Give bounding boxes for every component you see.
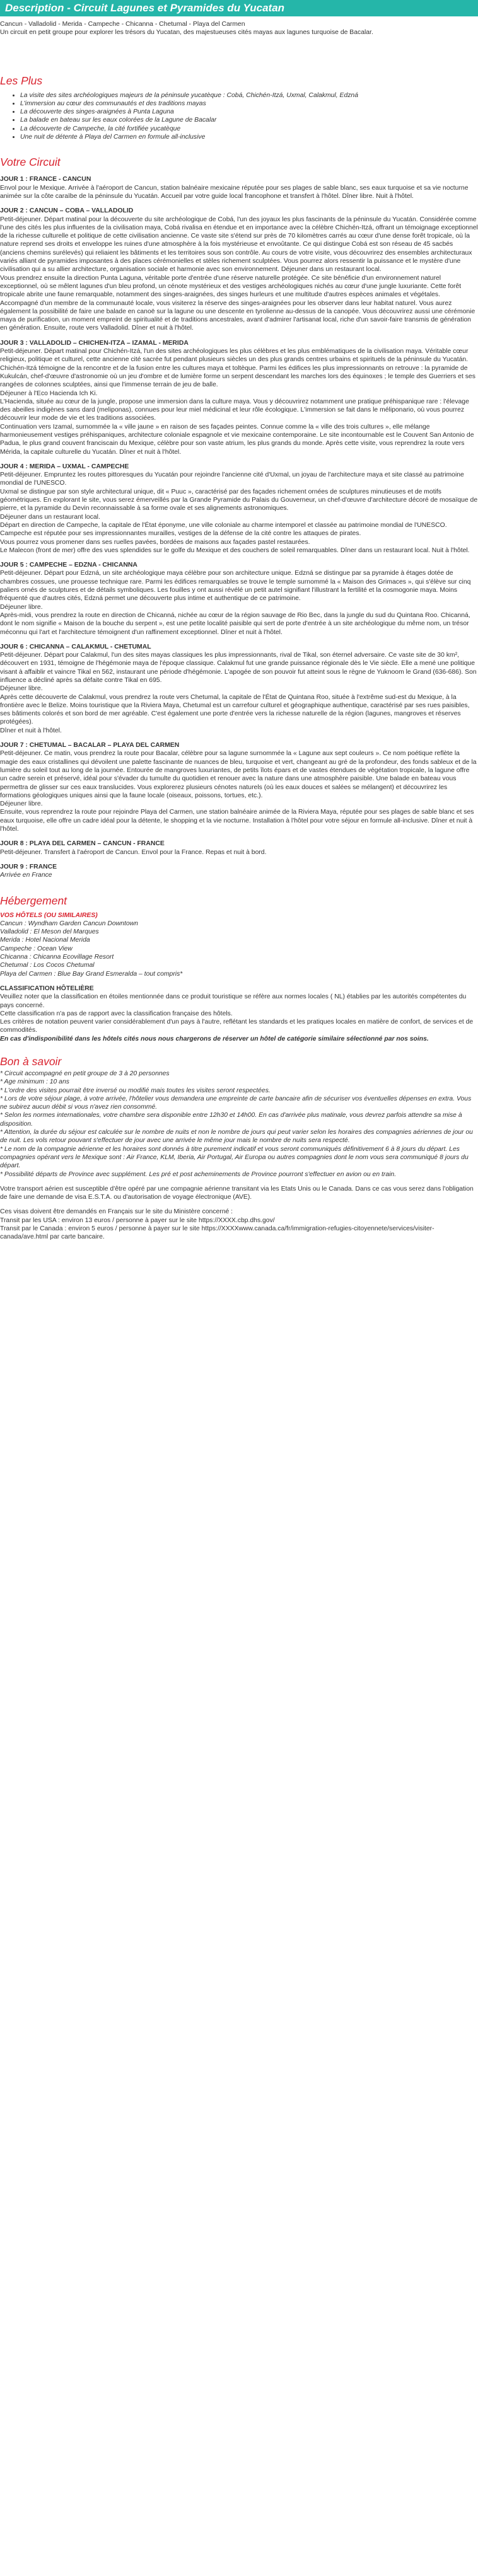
day-title: JOUR 4 : MERIDA – UXMAL - CAMPECHE <box>0 463 129 470</box>
plus-item: • La visite des sites archéologiques majeurs de la péninsule yucatèque : Cobá, Chichén-Itzá, Uxmal, Calakmul, Edzná <box>20 91 478 100</box>
plus-item: • La découverte de Campeche, la cité fortifiée yucatèque <box>20 125 478 133</box>
day-paragraph: L'Hacienda, située au cœur de la jungle, propose une immersion dans la culture maya. Vous y découvrirez notamment une pratique préhispanique rare : l'élevage des abeilles indigènes sans dard (meliponas), connues pour leur miel médicinal et leur rôle écologique. L'immersion se fait dans le méliponario, où vous pourrez découvrir leur mode de vie et les traditions associées. <box>0 398 469 422</box>
bon-a-savoir-item: * Age minimum : 10 ans <box>0 1078 69 1086</box>
visa-paragraph: Votre transport aérien est susceptible d'être opéré par une compagnie aérienne transitant via les Etats Unis ou le Canada. Dans ce cas vous serez dans l'obligation de faire une demande de visa E.S.T.A. ou d'autorisation de voyage électronique (AVE). <box>0 1185 474 1201</box>
hotel-item: Campeche : Ocean View <box>0 945 73 952</box>
bon-a-savoir-item: * Circuit accompagné en petit groupe de 3 à 20 personnes <box>0 1070 170 1077</box>
plus-item: • L'immersion au cœur des communautés et des traditions mayas <box>20 100 478 108</box>
hotels-title: VOS HÔTELS (OU SIMILAIRES) <box>0 911 98 919</box>
day-paragraph: Uxmal se distingue par son style architectural unique, dit « Puuc », caractérisé par des façades richement ornées de sculptures minutieuses et de motifs géométriques. En explorant le site, vous serez émerveillés par la Grande Pyramide du Palais du Gouverneur, un chef-d'œuvre d'architecture décoré de mosaïque de pierre, et la pyramide du Devin reconnaissable à sa forme ovale et ses alignements astronomiques. <box>0 488 478 512</box>
classification-paragraph: Les critères de notation peuvent varier considérablement d'un pays à l'autre, reflétant les standards et les pratiques locales en matière de confort, de services et de commodités. <box>0 1019 474 1034</box>
day-paragraph: Ensuite, vous reprendrez la route pour rejoindre Playa del Carmen, une station balnéaire animée de la Riviera Maya, réputée pour ses plages de sable blanc et ses eaux turquoise, elle offre un cadre idéal pour la détente, le shopping et la vie nocturne. Installation à l'hôtel pour votre séjour en formule all-inclusive. Dîner et nuit à l'hôtel. <box>0 809 474 833</box>
day-block <box>0 175 478 200</box>
hotel-item: Merida : Hotel Nacional Merida <box>0 937 90 944</box>
day-paragraph: Vous pourrez vous promener dans ses ruelles pavées, bordées de maisons aux façades pastel restaurées. <box>0 538 310 546</box>
day-title: JOUR 5 : CAMPECHE – EDZNA - CHICANNA <box>0 562 137 569</box>
day-title: JOUR 7 : CHETUMAL – BACALAR – PLAYA DEL CARMEN <box>0 742 180 749</box>
plus-item: • La balade en bateau sur les eaux colorées de la Lagune de Bacalar <box>20 116 478 124</box>
plus-list <box>0 91 478 142</box>
day-paragraph: Déjeuner libre. <box>0 603 43 611</box>
day-block <box>0 643 478 735</box>
day-title: JOUR 8 : PLAYA DEL CARMEN – CANCUN - FRANCE <box>0 840 165 848</box>
day-paragraph: Envol pour le Mexique. Arrivée à l'aéroport de Cancun, station balnéaire mexicaine réputée pour ses plages de sable blanc, ses eaux turquoise et sa vie nocturne animée sur la côte caraïbe de la péninsule du Yucatán. Accueil par votre guide local francophone et transfert à l'hôtel. Dîner libre. Nuit à l'hôtel. <box>0 184 469 200</box>
day-paragraph: Déjeuner libre. <box>0 800 43 808</box>
day-paragraph: Petit-déjeuner. Départ pour Calakmul, l'un des sites mayas classiques les plus impressionnants, rival de Tikal, son éternel adversaire. Ce vaste site de 30 km², découvert en 1931, témoigne de l'hégémonie maya de l'époque classique. Calakmul fut une grande puissance régionale dès le Vie siècle. Elle a mené une politique visant à affaiblir et vaincre Tikal en 562, instaurant une période d'hégémonie. L'apogée de son pouvoir fut atteint sous le règne de Yuknoom le Grand (636-686). Son influence a décliné après sa défaite contre Tikal en 695. <box>0 652 477 684</box>
day-paragraph: Petit-déjeuner. Empruntez les routes pittoresques du Yucatán pour rejoindre l'ancienne cité d'Uxmal, un joyau de l'architecture maya et site classé au patrimoine mondial de l'UNESCO. <box>0 471 464 487</box>
day-block <box>0 741 478 833</box>
bon-a-savoir-item: * Attention, la durée du séjour est calculée sur le nombre de nuits et non le nombre de jours qui peut varier selon les horaires des compagnies aériennes de jour ou de nuit. Les vols retour pouvant s'effectuer de jour avec une arrivée le même jour mais le nombre de nuits sera respecté. <box>0 1129 473 1145</box>
section-title-plus: Les Plus <box>0 74 43 87</box>
day-paragraph: Petit-déjeuner. Ce matin, vous prendrez la route pour Bacalar, célèbre pour sa lagune surnommée la « Lagune aux sept couleurs ». Ce nom poétique reflète la magie des eaux cristallines qui dévoilent une palette fascinante de nuances de bleu, turquoise et vert, changeant au gré de la profondeur, des fonds sableux et de la lumière du soleil tout au long de la journée. Entourée de mangroves luxuriantes, de petits îlots épars et de vastes étendues de végétation tropicale, la lagune offre un cadre serein et préservé, idéal pour s'évader du tumulte du quotidien et renouer avec la nature dans une atmosphère paisible. Une balade en bateau vous permettra de glisser sur ces eaux translucides. Vous explorerez plusieurs cénotes naturels (où les eaux douces et salées se mélangent) et découvrirez les formations géologiques uniques ainsi que la faune locale (oiseaux, poissons, tortues, etc.). <box>0 750 477 799</box>
bon-a-savoir-list <box>0 1070 478 1179</box>
day-paragraph: Continuation vers Izamal, surnommée la « ville jaune » en raison de ses façades peintes. Connue comme la « ville des trois cultures », elle mélange harmonieusement vestiges préhispaniques, architecture coloniale espagnole et vie mexicaine contemporaine. Le site incontournable est le Couvent San Antonio de Padua, le plus grand couvent franciscain du Mexique, célèbre pour son vaste atrium, les plus grands du monde. Après cette visite, vous reprendrez la route vers Mérida, la capitale culturelle du Yucatán. Dîner et nuit à l'hôtel. <box>0 423 474 456</box>
day-paragraph: Après-midi, vous prendrez la route en direction de Chicanná, nichée au cœur de la région sauvage de Rio Bec, dans la jungle du sud du Quintana Roo. Chicanná, dont le nom signifie « Maison de la bouche du serpent », est une petite localité paisible qui sert de porte d'entrée à un site archéologique du même nom, un trésor méconnu qui l'art et l'architecture témoignent d'un raffinement exceptionnel. Dîner et nuit à l'hôtel. <box>0 611 470 636</box>
day-paragraph: Déjeuner à l'Eco Hacienda Ich Ki. <box>0 390 98 397</box>
hotel-item: Chetumal : Los Cocos Chetumal <box>0 962 95 969</box>
day-block <box>0 339 478 456</box>
day-title: JOUR 6 : CHICANNA – CALAKMUL - CHETUMAL <box>0 643 151 650</box>
bon-a-savoir-item: * Lors de votre séjour plage, à votre arrivée, l'hôtelier vous demandera une empreinte de carte bancaire afin de sécuriser vos éventuelles dépenses en extra. Vous ne subirez aucun débit si vous n'avez rien consommé. <box>0 1095 472 1111</box>
intro-text: Un circuit en petit groupe pour explorer les trésors du Yucatan, des majestueuses cités mayas aux lagunes turquoise de Bacalar. <box>0 29 373 37</box>
itinerary <box>0 175 478 879</box>
hotel-item: Playa del Carmen : Blue Bay Grand Esmeralda – tout compris* <box>0 970 183 978</box>
bon-a-savoir-item: * Selon les normes internationales, votre chambre sera disponible entre 12h30 et 14h00. En cas d'arrivée plus matinale, vous devrez parfois attendre sa mise à disposition. <box>0 1112 462 1128</box>
day-paragraph: Dîner et nuit à l'hôtel. <box>0 727 62 734</box>
day-block <box>0 863 478 880</box>
bon-a-savoir-item: * Possibilité départs de Province avec supplément. Les pré et post acheminements de Province pourront s'effectuer en avion ou en train. <box>0 1170 397 1178</box>
day-paragraph: Déjeuner libre. <box>0 685 43 693</box>
day-block <box>0 840 478 857</box>
hotel-item: Cancun : Wyndham Garden Cancun Downtown <box>0 920 138 927</box>
page <box>0 0 478 1254</box>
day-paragraph: Après cette découverte de Calakmul, vous prendrez la route vers Chetumal, la capitale de l'État de Quintana Roo, située à l'extrême sud-est du Mexique, à la frontière avec le Belize. Moins touristique que la Riviera Maya, Chetumal est un carrefour culturel et géographique authentique, caractérisé par ses rues paisibles, ses bâtiments colorés et son bord de mer agréable. C'est également une porte d'entrée vers la richesse naturelle de la région (lagunes, mangroves et réserves protégées). <box>0 693 470 726</box>
classification-note: En cas d'indisponibilité dans les hôtels cités nous nous chargerons de réserver un hôtel de catégorie similaire sélectionné par nos soins. <box>0 1035 429 1043</box>
day-paragraph: Vous prendrez ensuite la direction Punta Laguna, véritable porte d'entrée d'une réserve naturelle protégée. Ce site bénéficie d'un environnement naturel exceptionnel, où se mêlent lagunes d'un bleu profond, un cénote mystérieux et des vestiges archéologiques nichés au cœur d'une jungle luxuriante. Cette forêt tropicale abrite une faune remarquable, notamment des singes-araignées, des singes hurleurs et une multitude d'autres espèces animales et végétales. Accompagné d'un membre de la communauté locale, vous visiterez la réserve des singes-araignées pour les observer dans leur habitat naturel. Vous aurez également la possibilité de faire une balade en canoë sur la lagune ou une descente en tyrolienne au-dessus de la canopée. Vous découvrirez aussi une cérémonie maya de purification, un moment empreint de spiritualité et de traditions ancestrales, avant d'admirer l'artisanat local, riche d'un savoir-faire transmis de génération en génération. Ensuite, route vers Valladolid. Dîner et nuit à l'hôtel. <box>0 274 475 332</box>
page-title-banner <box>0 0 478 16</box>
classification-title: CLASSIFICATION HÔTELIÈRE <box>0 985 94 992</box>
page-title: Description - Circuit Lagunes et Pyramides du Yucatan <box>5 2 285 14</box>
day-title: JOUR 3 : VALLADOLID – CHICHEN-ITZA – IZAMAL - MERIDA <box>0 339 189 347</box>
classification-paragraph: Cette classification n'a pas de rapport avec la classification française des hôtels. <box>0 1010 233 1017</box>
section-title-hebergement: Hébergement <box>0 894 67 907</box>
day-title: JOUR 9 : FRANCE <box>0 863 57 870</box>
visa-paragraph: Ces visas doivent être demandés en Français sur le site du Ministère concerné : <box>0 1208 233 1216</box>
route-line: Cancun - Valladolid - Merida - Campeche - Chicanna - Chetumal - Playa del Carmen <box>0 21 245 28</box>
classification-paragraph: Veuillez noter que la classification en étoiles mentionnée dans ce produit touristique se réfère aux normes locales ( NL) établies par les autorités compétentes du pays concerné. <box>0 993 467 1009</box>
day-title: JOUR 1 : FRANCE - CANCUN <box>0 176 91 183</box>
section-title-circuit: Votre Circuit <box>0 156 61 169</box>
day-title: JOUR 2 : CANCUN – COBA – VALLADOLID <box>0 207 134 215</box>
visa-paragraph: Transit par le Canada : environ 5 euros / personne à payer sur le site https://XXXXwww.canada.ca/fr/immigration-refugies-citoyennete/services/visiter-canada/ave.html par carte bancaire. <box>0 1225 434 1241</box>
visa-info <box>0 1185 478 1242</box>
day-paragraph: Petit-déjeuner. Départ matinal pour la découverte du site archéologique de Cobá, l'un des joyaux les plus fascinants de la péninsule du Yucatán. Considérée comme l'une des cités les plus influentes de la civilisation maya, Cobá rivalisa en étendue et en importance avec la célèbre Chichén-Itzá, offrant un témoignage exceptionnel de la richesse culturelle et politique de cette civilisation ancienne. Ce vaste site s'étend sur près de 70 kilomètres carrés au cœur d'une dense forêt tropicale, où la nature reprend ses droits et enveloppe les ruines d'une atmosphère à la fois mystérieuse et envoûtante. Ce qui distingue Cobá est son réseau de 45 sacbés (anciens chemins surélevés) qui reliaient les bâtiments et les territoires sous son contrôle. Au cours de votre visite, vous découvrirez des ensembles architecturaux variés alliant de pyramides imposantes à des places cérémonielles et stèles richement sculptées. Vous pourrez alors ressentir la puissance et le mystère d'une civilisation qui a su allier architecture, organisation sociale et harmonie avec son environnement. Déjeuner dans un restaurant local. <box>0 216 478 274</box>
classification-text <box>0 993 478 1034</box>
plus-item: • La découverte des singes-araignées à Punta Laguna <box>20 108 478 116</box>
hotel-item: Valladolid : El Meson del Marques <box>0 928 99 936</box>
day-paragraph: Départ en direction de Campeche, la capitale de l'État éponyme, une ville coloniale au charme intemporel et classée au patrimoine mondial de l'UNESCO. Campeche est réputée pour ses impressionnantes murailles, vestiges de la défense de la cité contre les attaques de pirates. <box>0 521 447 538</box>
day-block <box>0 561 478 637</box>
hotel-item: Chicanna : Chicanna Ecovillage Resort <box>0 954 114 961</box>
day-block <box>0 463 478 555</box>
visa-paragraph: Transit par les USA : environ 13 euros / personne à payer sur le site https://XXXX.cbp.dhs.gov/ <box>0 1216 275 1224</box>
day-paragraph: Petit-déjeuner. Départ pour Edzná, un site archéologique maya célèbre pour son architecture unique. Edzná se distingue par sa pyramide à étages dotée de chambres cossues, une prouesse technique rare. Parmi les édifices remarquables se trouve le temple surnommé la « Maison des Grimaces », qui s'élève sur cinq paliers ornés de sculptures et de détails symboliques. Les fouilles y ont aussi révélé un petit autel signifiant l'illustrant la fertilité et la cosmogonie maya. Moins fréquenté que d'autres cités, Edzná permet une découverte plus intime et authentique de ce patrimoine. <box>0 570 471 603</box>
bon-a-savoir-item: * Le nom de la compagnie aérienne et les horaires sont donnés à titre purement indicatif et vous seront communiqués définitivement 6 à 8 jours du départ. Les compagnies opérant vers le Mexique sont : Air France, KLM, Iberia, Air Portugal, Air Europa ou autres compagnies dont le nom vous sera communiqué 8 jours du départ. <box>0 1145 469 1170</box>
hotels-list <box>0 920 478 978</box>
day-paragraph: Le Malecon (front de mer) offre des vues splendides sur le golfe du Mexique et des couchers de soleil remarquables. Dîner dans un restaurant local. Nuit à l'hôtel. <box>0 546 470 554</box>
day-paragraph: Déjeuner dans un restaurant local. <box>0 513 100 521</box>
day-paragraph: Arrivée en France <box>0 872 52 879</box>
day-paragraph: Petit-déjeuner. Transfert à l'aéroport de Cancun. Envol pour la France. Repas et nuit à bord. <box>0 848 267 856</box>
day-block <box>0 207 478 332</box>
plus-item: • Une nuit de détente à Playa del Carmen en formule all-inclusive <box>20 133 478 141</box>
section-title-bon-a-savoir: Bon à savoir <box>0 1054 62 1068</box>
day-paragraph: Petit-déjeuner. Départ matinal pour Chichén-Itzá, l'un des sites archéologiques les plus célèbres et les plus emblématiques de la civilisation maya. Véritable cœur religieux, politique et culturel, cette ancienne cité sacrée fut pendant plusieurs siècles un des plus grands centres urbains et spirituels de la péninsule du Yucatán. Chichén-Itzá témoigne de la rencontre et de la fusion entre les cultures maya et toltèque. Parmi les édifices les plus impressionnants on retrouve : la pyramide de Kukulcán, chef-d'œuvre d'astronomie où un jeu d'ombre et de lumière forme un serpent descendant les marches lors des équinoxes ; le temple des Guerriers et ses rangées de colonnes sculptées, ainsi que l'immense terrain de jeu de balle. <box>0 348 475 389</box>
bon-a-savoir-item: * L'ordre des visites pourrait être inversé ou modifié mais toutes les visites seront respectées. <box>0 1087 271 1094</box>
